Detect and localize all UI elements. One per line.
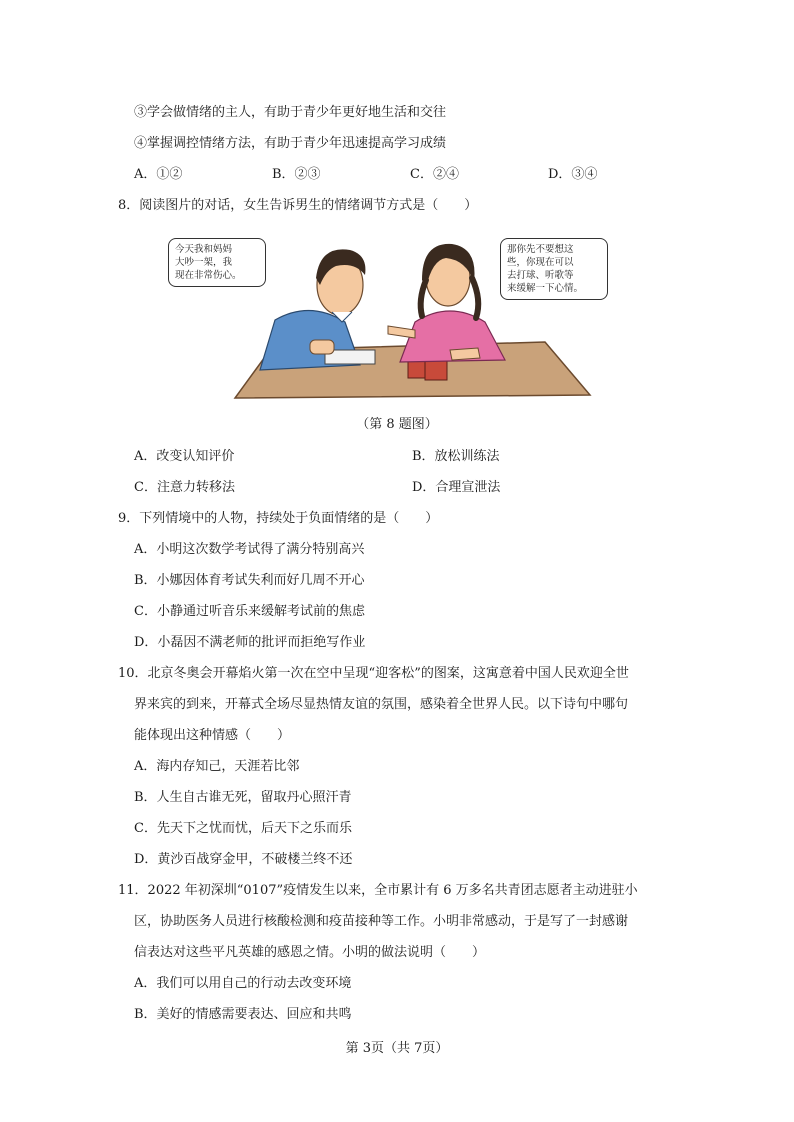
girl-bubble-line: 去打球、听歌等 (507, 270, 574, 281)
girl-bubble-line: 那你先不要想这 (507, 244, 574, 255)
q11-option-a[interactable]: A．我们可以用自己的行动去改变环境 (134, 976, 352, 991)
q7-option-d[interactable]: D．③④ (548, 167, 598, 182)
q9-question: 9．下列情境中的人物，持续处于负面情绪的是（ ） (118, 511, 439, 526)
q9-option-a[interactable]: A．小明这次数学考试得了满分特别高兴 (134, 542, 365, 557)
q8-option-a[interactable]: A．改变认知评价 (134, 449, 235, 464)
q7-option-b[interactable]: B．②③ (272, 167, 321, 182)
q9-option-b[interactable]: B．小娜因体育考试失利而好几周不开心 (134, 573, 365, 588)
q11-question-line: 区，协助医务人员进行核酸检测和疫苗接种等工作。小明非常感动，于是写了一封感谢 (134, 914, 629, 929)
q9-option-d[interactable]: D．小磊因不满老师的批评而拒绝写作业 (134, 635, 366, 650)
q9-option-c[interactable]: C．小静通过听音乐来缓解考试前的焦虑 (134, 604, 365, 619)
q10-question-line: 界来宾的到来，开幕式全场尽显热情友谊的氛围，感染着全世界人民。以下诗句中哪句 (134, 697, 629, 712)
q10-question-line: 10．北京冬奥会开幕焰火第一次在空中呈现“迎客松”的图案，这寓意着中国人民欢迎全世 (118, 666, 629, 681)
girl-bubble-line: 些，你现在可以 (507, 257, 574, 268)
q7-statement-4: ④掌握调控情绪方法，有助于青少年迅速提高学习成绩 (134, 136, 447, 151)
q10-option-a[interactable]: A．海内存知己，天涯若比邻 (134, 759, 300, 774)
q7-option-a[interactable]: A．①② (134, 167, 183, 182)
q7-option-c[interactable]: C．②④ (410, 167, 459, 182)
q11-question-line: 11．2022 年初深圳“0107”疫情发生以来，全市累计有 6 万多名共青团志愿者主动进驻小 (118, 883, 638, 898)
q8-option-c[interactable]: C．注意力转移法 (134, 480, 235, 495)
boy-bubble-line: 大吵一架，我 (175, 257, 233, 268)
boy-speech-bubble (168, 238, 266, 287)
q7-statement-3: ③学会做情绪的主人，有助于青少年更好地生活和交往 (134, 105, 447, 120)
q10-option-d[interactable]: D．黄沙百战穿金甲，不破楼兰终不还 (134, 852, 353, 867)
q11-question-line: 信表达对这些平凡英雄的感恩之情。小明的做法说明（ ） (134, 945, 486, 960)
q8-option-b[interactable]: B．放松训练法 (412, 449, 500, 464)
q10-question-line: 能体现出这种情感（ ） (134, 728, 291, 743)
q8-illustration (160, 230, 630, 420)
girl-speech-bubble (500, 238, 608, 300)
boy-bubble-line: 今天我和妈妈 (175, 244, 233, 255)
boy-figure (260, 249, 375, 370)
figure-caption: （第 8 题图） (356, 417, 438, 432)
girl-bubble-line: 来缓解一下心情。 (507, 283, 584, 294)
q11-option-b[interactable]: B．美好的情感需要表达、回应和共鸣 (134, 1007, 352, 1022)
q8-option-d[interactable]: D．合理宣泄法 (412, 480, 501, 495)
page-footer: 第 3页（共 7页） (345, 1041, 449, 1056)
q8-question: 8．阅读图片的对话，女生告诉男生的情绪调节方式是（ ） (118, 198, 478, 213)
q10-option-b[interactable]: B．人生自古谁无死，留取丹心照汗青 (134, 790, 352, 805)
boy-bubble-line: 现在非常伤心。 (175, 270, 242, 281)
q10-option-c[interactable]: C．先天下之忧而忧，后天下之乐而乐 (134, 821, 352, 836)
girl-figure (388, 244, 505, 362)
